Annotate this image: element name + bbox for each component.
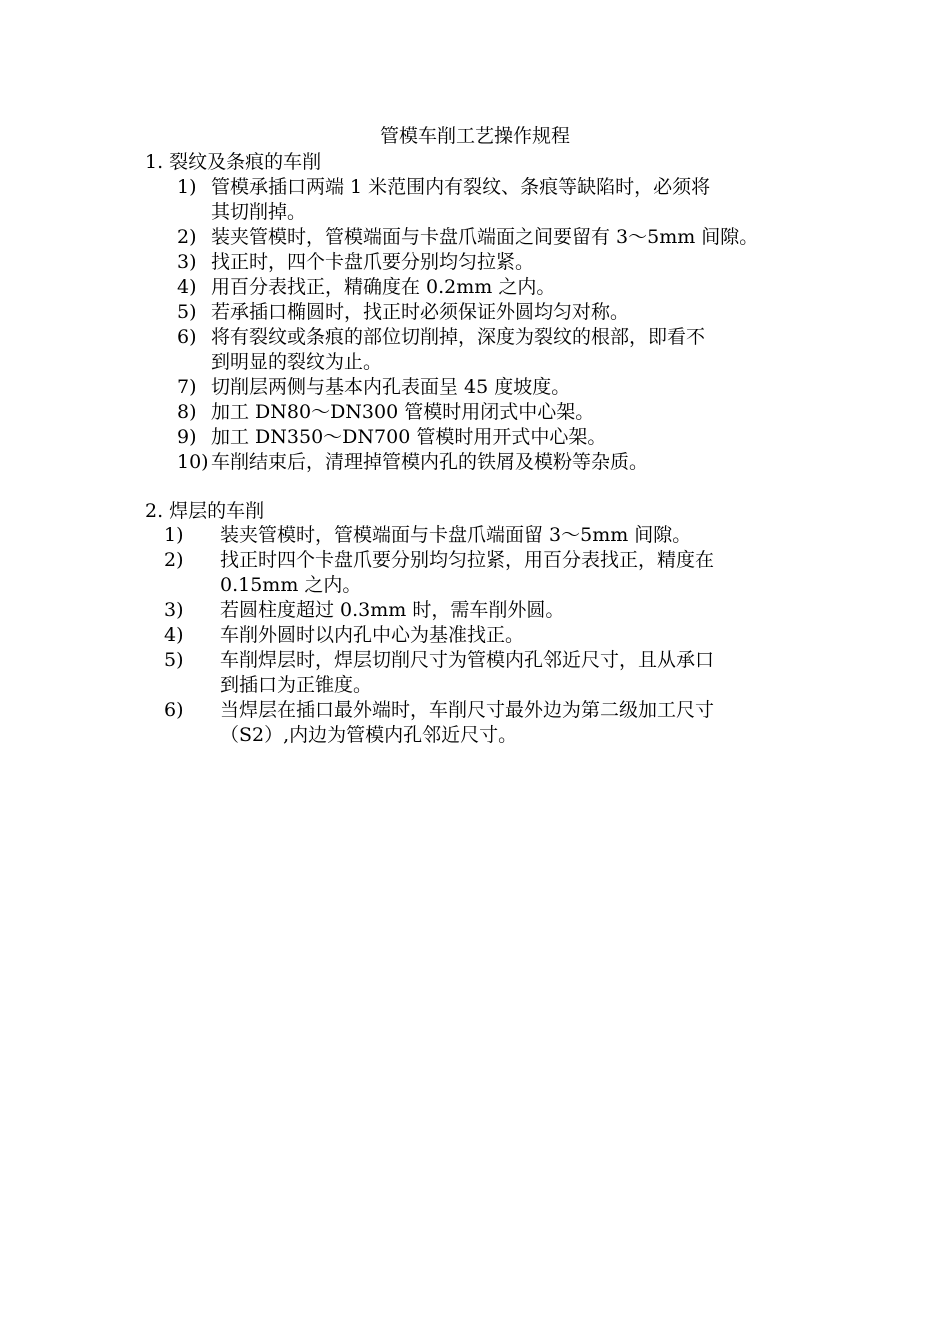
item-text: [211, 450, 648, 475]
item-number: 1): [164, 524, 184, 546]
item-line: 到明显的裂纹为止。: [211, 351, 383, 373]
item-line: 若圆柱度超过 0.3mm 时，需车削外圆。: [220, 599, 565, 621]
item-line: 加工 DN80～DN300 管模时用闭式中心架。: [211, 401, 595, 423]
item-number: 7): [177, 376, 197, 398]
item-line: 到插口为正锥度。: [220, 674, 373, 696]
item-text: [220, 648, 714, 698]
item-text: [211, 225, 758, 250]
item-line: 找正时四个卡盘爪要分别均匀拉紧，用百分表找正，精度在: [220, 549, 715, 571]
item-text: [220, 523, 691, 548]
item-number: 8): [177, 401, 197, 423]
item-number: 6): [177, 326, 197, 348]
item-text: [211, 250, 534, 275]
item-line: 车削结束后，清理掉管模内孔的铁屑及模粉等杂质。: [211, 451, 649, 473]
item-line: （S2）,内边为管模内孔邻近尺寸。: [220, 724, 518, 746]
item-line: 管模承插口两端 1 米范围内有裂纹、条痕等缺陷时，必须将: [211, 176, 711, 198]
item-number: 5): [177, 301, 197, 323]
item-line: 用百分表找正，精确度在 0.2mm 之内。: [211, 276, 556, 298]
item-line: 加工 DN350～DN700 管模时用开式中心架。: [211, 426, 607, 448]
item-number: 6): [164, 699, 184, 721]
item-number: 3): [164, 599, 184, 621]
item-line: 当焊层在插口最外端时，车削尺寸最外边为第二级加工尺寸: [220, 699, 715, 721]
item-text: [211, 300, 629, 325]
item-text: [211, 425, 606, 450]
item-line: 其切削掉。: [211, 201, 307, 223]
item-text: [220, 598, 564, 623]
item-line: 找正时，四个卡盘爪要分别均匀拉紧。: [211, 251, 535, 273]
item-text: [220, 698, 714, 748]
item-number: 9): [177, 426, 197, 448]
item-line: 装夹管模时，管模端面与卡盘爪端面留 3～5mm 间隙。: [220, 524, 692, 546]
item-text: [211, 275, 555, 300]
item-text: [211, 175, 710, 225]
item-number: 10): [177, 451, 209, 473]
item-line: 车削外圆时以内孔中心为基准找正。: [220, 624, 525, 646]
item-line: 将有裂纹或条痕的部位切削掉，深度为裂纹的根部，即看不: [211, 326, 706, 348]
item-number: 4): [164, 624, 184, 646]
item-text: [211, 375, 570, 400]
item-number: 2): [164, 549, 184, 571]
item-line: 若承插口椭圆时，找正时必须保证外圆均匀对称。: [211, 301, 630, 323]
item-number: 2): [177, 226, 197, 248]
item-number: 1): [177, 176, 197, 198]
item-line: 车削焊层时，焊层切削尺寸为管模内孔邻近尺寸，且从承口: [220, 649, 715, 671]
item-line: 0.15mm 之内。: [220, 574, 362, 596]
item-line: 装夹管模时，管模端面与卡盘爪端面之间要留有 3～5mm 间隙。: [211, 226, 759, 248]
section-2-heading: 2. 焊层的车削: [145, 500, 265, 522]
item-line: 切削层两侧与基本内孔表面呈 45 度坡度。: [211, 376, 571, 398]
item-text: [211, 400, 594, 425]
item-number: 5): [164, 649, 184, 671]
document-title: 管模车削工艺操作规程: [379, 125, 570, 147]
item-number: 4): [177, 276, 197, 298]
item-text: [220, 548, 714, 598]
item-text: [220, 623, 524, 648]
section-1-heading: 1. 裂纹及条痕的车削: [145, 151, 322, 173]
item-number: 3): [177, 251, 197, 273]
item-text: [211, 325, 705, 375]
